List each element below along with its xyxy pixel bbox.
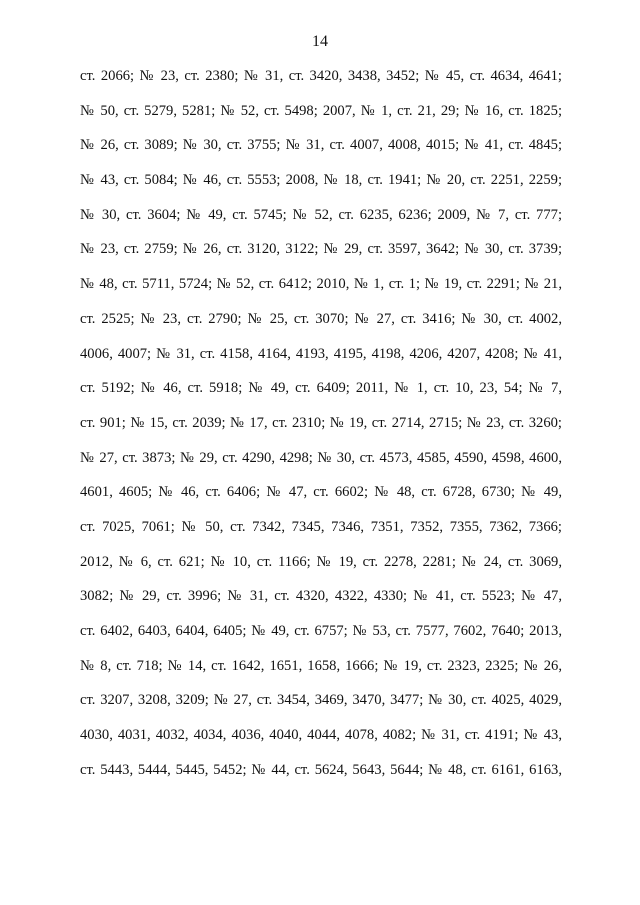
text-line: № 48, ст. 5711, 5724; № 52, ст. 6412; 2010, № 1, ст. 1; № 19, ст. 2291; № 21, [80,276,562,293]
text-line: 4030, 4031, 4032, 4034, 4036, 4040, 4044, 4078, 4082; № 31, ст. 4191; № 43, [80,727,562,744]
text-line: ст. 5192; № 46, ст. 5918; № 49, ст. 6409; 2011, № 1, ст. 10, 23, 54; № 7, [80,380,562,397]
text-line: ст. 901; № 15, ст. 2039; № 17, ст. 2310; № 19, ст. 2714, 2715; № 23, ст. 3260; [80,414,562,431]
text-line: № 43, ст. 5084; № 46, ст. 5553; 2008, № 18, ст. 1941; № 20, ст. 2251, 2259; [80,172,562,189]
text-line: 4006, 4007; № 31, ст. 4158, 4164, 4193, 4195, 4198, 4206, 4207, 4208; № 41, [80,345,562,362]
text-line: № 50, ст. 5279, 5281; № 52, ст. 5498; 2007, № 1, ст. 21, 29; № 16, ст. 1825; [80,102,562,119]
text-line: № 23, ст. 2759; № 26, ст. 3120, 3122; № 29, ст. 3597, 3642; № 30, ст. 3739; [80,241,562,258]
text-line: ст. 3207, 3208, 3209; № 27, ст. 3454, 3469, 3470, 3477; № 30, ст. 4025, 4029, [80,692,562,709]
text-line: 4601, 4605; № 46, ст. 6406; № 47, ст. 6602; № 48, ст. 6728, 6730; № 49, [80,484,562,501]
citation-text-block [80,66,562,794]
text-line: № 26, ст. 3089; № 30, ст. 3755; № 31, ст. 4007, 4008, 4015; № 41, ст. 4845; [80,137,562,154]
page-number: 14 [312,33,328,50]
text-line: ст. 7025, 7061; № 50, ст. 7342, 7345, 7346, 7351, 7352, 7355, 7362, 7366; [80,518,562,535]
text-line: 2012, № 6, ст. 621; № 10, ст. 1166; № 19, ст. 2278, 2281; № 24, ст. 3069, [80,553,562,570]
text-line: № 27, ст. 3873; № 29, ст. 4290, 4298; № 30, ст. 4573, 4585, 4590, 4598, 4600, [80,449,562,466]
text-line: ст. 2525; № 23, ст. 2790; № 25, ст. 3070; № 27, ст. 3416; № 30, ст. 4002, [80,310,562,327]
text-line: № 30, ст. 3604; № 49, ст. 5745; № 52, ст. 6235, 6236; 2009, № 7, ст. 777; [80,206,562,223]
text-line: ст. 6402, 6403, 6404, 6405; № 49, ст. 6757; № 53, ст. 7577, 7602, 7640; 2013, [80,623,562,639]
text-line: № 8, ст. 718; № 14, ст. 1642, 1651, 1658, 1666; № 19, ст. 2323, 2325; № 26, [80,657,562,674]
text-line: 3082; № 29, ст. 3996; № 31, ст. 4320, 4322, 4330; № 41, ст. 5523; № 47, [80,588,562,605]
text-line: ст. 5443, 5444, 5445, 5452; № 44, ст. 5624, 5643, 5644; № 48, ст. 6161, 6163, [80,761,562,778]
text-line: ст. 2066; № 23, ст. 2380; № 31, ст. 3420, 3438, 3452; № 45, ст. 4634, 4641; [80,68,562,84]
